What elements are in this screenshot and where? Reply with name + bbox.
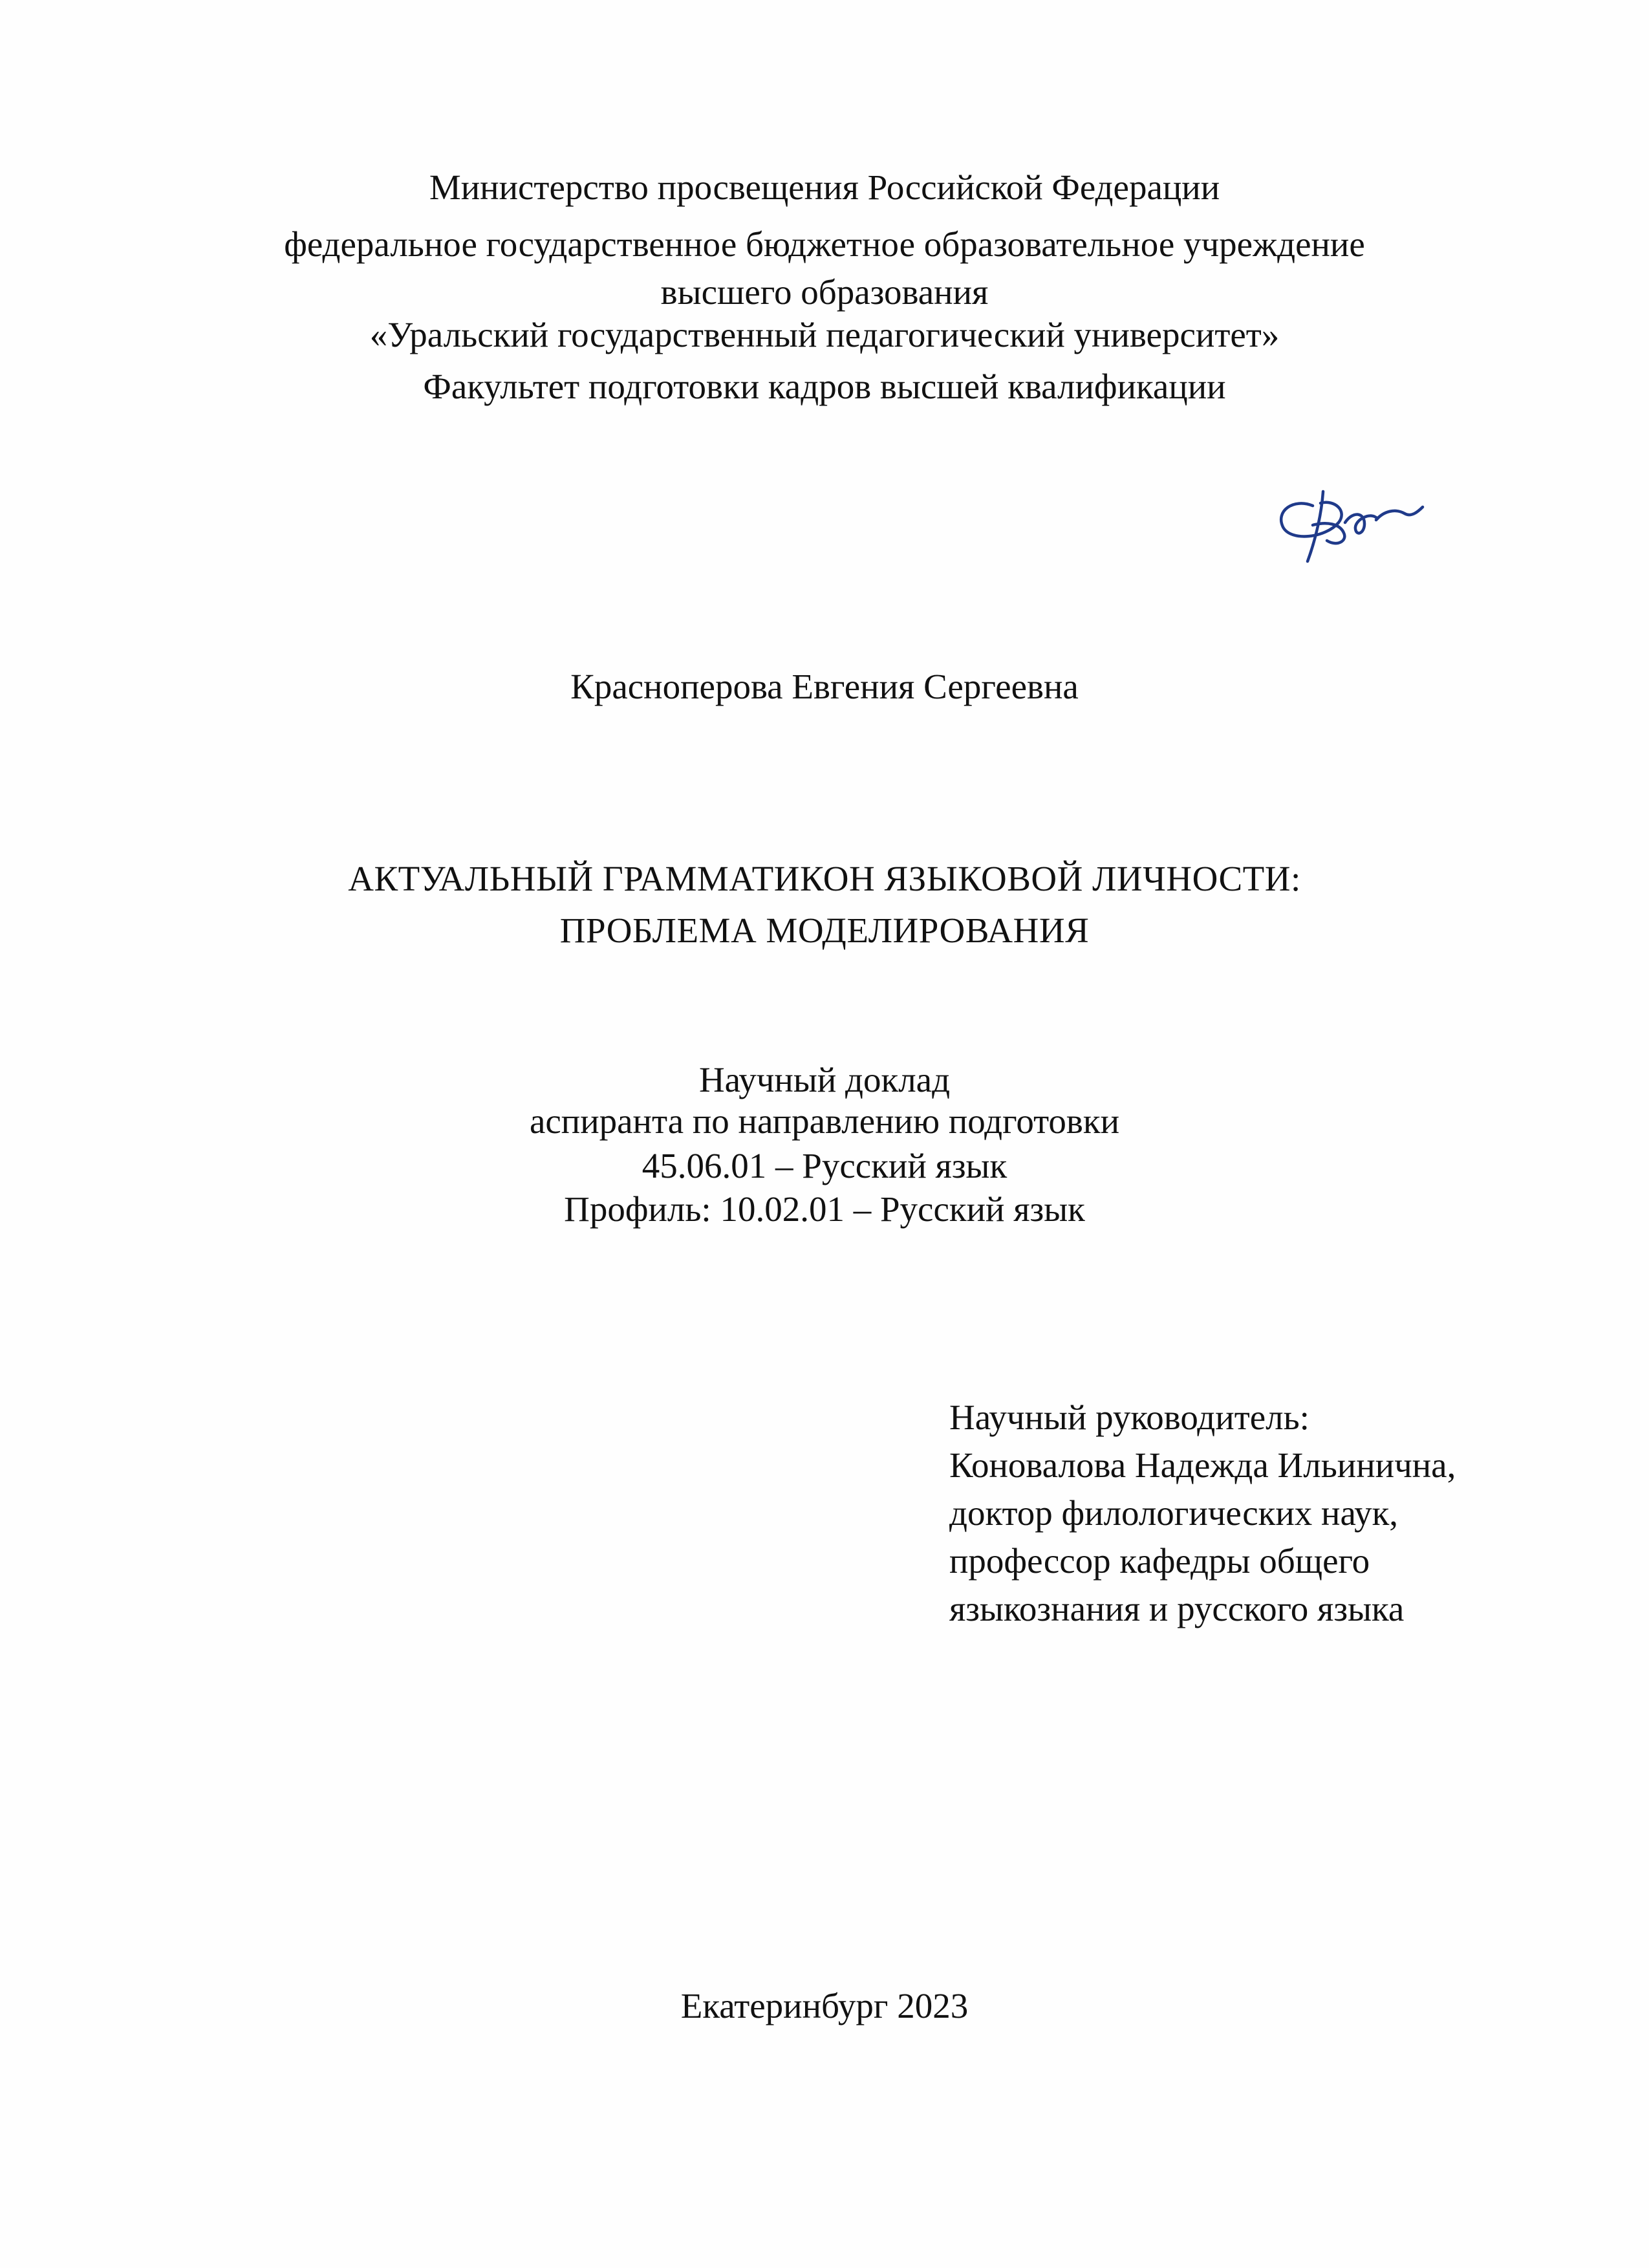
- title-line-1: АКТУАЛЬНЫЙ ГРАММАТИКОН ЯЗЫКОВОЙ ЛИЧНОСТИ:: [348, 859, 1301, 898]
- university-line: «Уральский государственный педагогический университет»: [369, 315, 1280, 354]
- supervisor-position-1: профессор кафедры общего: [949, 1541, 1370, 1581]
- city-year: Екатеринбург 2023: [680, 1986, 969, 2025]
- ministry-line: Министерство просвещения Российской Федерации: [429, 167, 1220, 207]
- author-name: Красноперова Евгения Сергеевна: [570, 667, 1079, 706]
- institution-type-line: федеральное государственное бюджетное образовательное учреждение: [284, 224, 1365, 264]
- education-level-line: высшего образования: [660, 272, 989, 312]
- title-line-2: ПРОБЛЕМА МОДЕЛИРОВАНИЯ: [559, 911, 1090, 950]
- report-type: Научный доклад: [698, 1060, 951, 1099]
- report-direction: аспиранта по направлению подготовки: [529, 1101, 1120, 1141]
- supervisor-label: Научный руководитель:: [949, 1398, 1310, 1437]
- report-program: 45.06.01 – Русский язык: [641, 1146, 1008, 1185]
- supervisor-block: [949, 1394, 1596, 1633]
- supervisor-degree: доктор филологических наук,: [949, 1493, 1399, 1533]
- report-profile: Профиль: 10.02.01 – Русский язык: [564, 1189, 1085, 1229]
- supervisor-position-2: языкознания и русского языка: [949, 1589, 1405, 1628]
- faculty-line: Факультет подготовки кадров высшей квалификации: [423, 367, 1226, 406]
- handwritten-signature-icon: [1267, 466, 1429, 569]
- supervisor-name: Коновалова Надежда Ильинична,: [949, 1445, 1456, 1485]
